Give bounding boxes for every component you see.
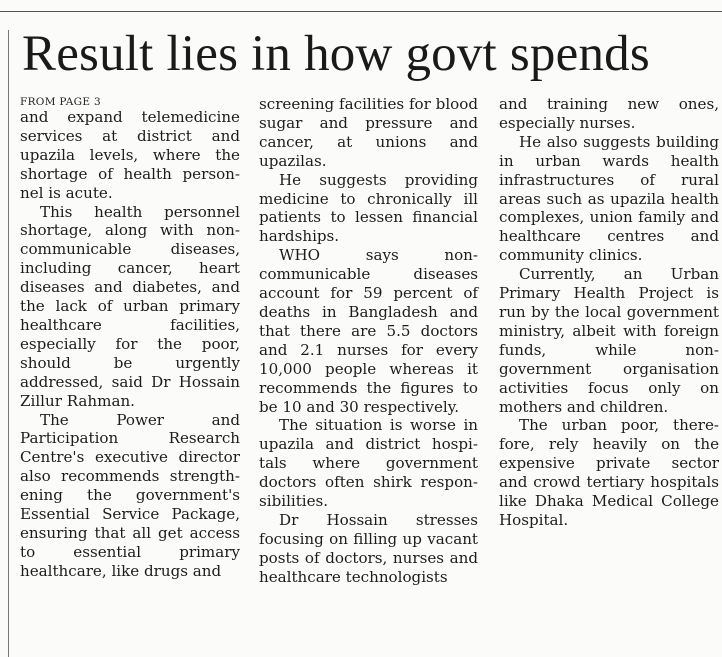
article-column-2 [259, 95, 478, 587]
article-column-3 [499, 95, 719, 530]
paragraph: The urban poor, therefore, rely heavily on the expensive private sector and crowd tertiary hospitals like Dhaka Medical College Hospital. [499, 416, 719, 529]
paragraph: Dr Hossain stresses focusing on filling up vacant posts of doctors, nurses and healthcare technologists [259, 510, 478, 586]
paragraph: screening facilities for blood sugar and pressure and cancer, at unions and upazilas. [259, 95, 478, 170]
paragraph: The situation is worse in upazila and district hospitals where government doctors often shirk responsibilities. [259, 416, 478, 511]
top-rule [0, 11, 722, 12]
paragraph: He suggests providing medicine to chronically ill patients to lessen financial hardships. [259, 170, 478, 246]
paragraph: This health personnel shortage, along with non-communicable diseases, including cancer, heart diseases and diabetes, and the lack of urban primary healthcare facilities, especially for the poor, should be urgently addressed, said Dr Hossain Zillur Rahman. [20, 202, 240, 410]
paragraph: WHO says non-communicable diseases account for 59 percent of deaths in Bangladesh and that there are 5.5 doctors and 2.1 nurses for every 10,000 people whereas it recommends the figures to be 10 and 30 respectively. [259, 246, 478, 416]
paragraph: He also suggests building in urban wards health infrastructures of rural areas such as upazila health complexes, union family and healthcare centres and community clinics. [499, 132, 719, 265]
article-column-1 [20, 95, 240, 581]
kicker: FROM PAGE 3 [20, 96, 101, 108]
paragraph: The Power and Participation Research Centre's executive director also recommends strengthening the government's Essential Service Package, ensuring that all get access to essential primary healthcare, like drugs and [20, 410, 240, 580]
headline: Result lies in how govt spends [22, 26, 650, 82]
paragraph: and training new ones, especially nurses. [499, 95, 719, 132]
paragraph: and expand telemedicine services at district and upazila levels, where the shortage of health personnel is acute. [20, 108, 240, 202]
paragraph: Currently, an Urban Primary Health Project is run by the local government ministry, albeit with foreign funds, while non-government organisation activities focus only on mothers and children. [499, 265, 719, 416]
column-rule [8, 30, 9, 657]
